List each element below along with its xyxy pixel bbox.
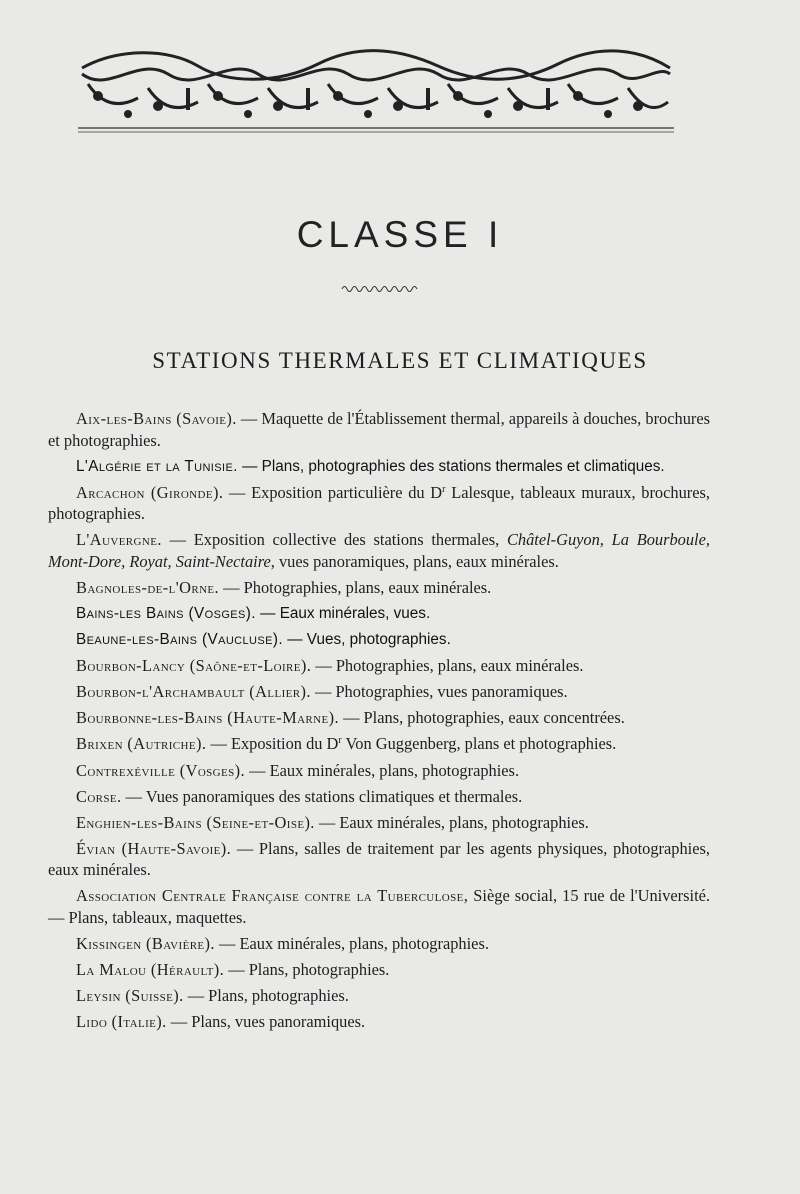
list-item: Bourbonne-les-Bains (Haute-Marne). — Plans, photographies, eaux concentrées.	[76, 708, 625, 728]
list-item: Évian (Haute-Savoie). — Plans, salles de traitement par les agents physiques, photographies, eaux minérales.	[48, 838, 710, 880]
list-item: Leysin (Suisse). — Plans, photographies.	[76, 986, 349, 1006]
list-item: Beaune-les-Bains (Vaucluse). — Vues, photographies.	[76, 631, 451, 649]
list-item: Kissingen (Bavière). — Eaux minérales, plans, photographies.	[76, 934, 489, 953]
list-item: Bourbon-l'Archambault (Allier). — Photographies, vues panoramiques.	[76, 682, 568, 702]
list-item: Aix-les-Bains (Savoie). — Maquette de l'Établissement thermal, appareils à douches, brochures et photographies.	[48, 409, 710, 450]
list-item: Contrexéville (Vosges). — Eaux minérales, plans, photographies.	[76, 760, 520, 780]
list-item: Brixen (Autriche). — Exposition du $D^r$ Von Guggenberg, plans et photographies.	[76, 734, 617, 754]
list-item: Enghien-les-Bains (Seine-et-Oise). — Eaux minérales, plans, photographies.	[76, 812, 589, 832]
title-squiggle-divider	[340, 283, 420, 295]
list-item: Arcachon (Gironde). — Exposition particulière du $D^r$ Lalesque, tableaux muraux, brochures, photographies.	[48, 482, 710, 524]
list-item: Bains-les Bains (Vosges). — Eaux minérales, vues.	[76, 604, 431, 622]
list-item: L'Algérie et la Tunisie. — Plans, photographies des stations thermales et climatiques.	[76, 457, 665, 475]
page-title: CLASSE I	[296, 214, 504, 255]
list-item: Bourbon-Lancy (Saône-et-Loire). — Photographies, plans, eaux minérales.	[76, 656, 584, 676]
exhibitor-list	[48, 408, 710, 1037]
list-item: Lido (Italie). — Plans, vues panoramiques.	[76, 1012, 366, 1032]
decorative-header-ornament	[78, 44, 674, 136]
list-item: Association Centrale Française contre la Tuberculose, Siège social, 15 rue de l'Université. — Plans, tableaux, maquettes.	[48, 886, 711, 927]
section-subtitle: STATIONS THERMALES ET CLIMATIQUES	[152, 348, 648, 373]
list-item: La Malou (Hérault). — Plans, photographies.	[76, 960, 390, 980]
list-item: Bagnoles-de-l'Orne. — Photographies, plans, eaux minérales.	[76, 577, 492, 597]
list-item: L'Auvergne. — Exposition collective des stations thermales, Châtel-Guyon, La Bourboule, Mont-Dore, Royat, Saint-Nectaire, vues panoramiques, plans, eaux minérales.	[48, 530, 710, 571]
list-item: Corse. — Vues panoramiques des stations climatiques et thermales.	[76, 786, 523, 806]
